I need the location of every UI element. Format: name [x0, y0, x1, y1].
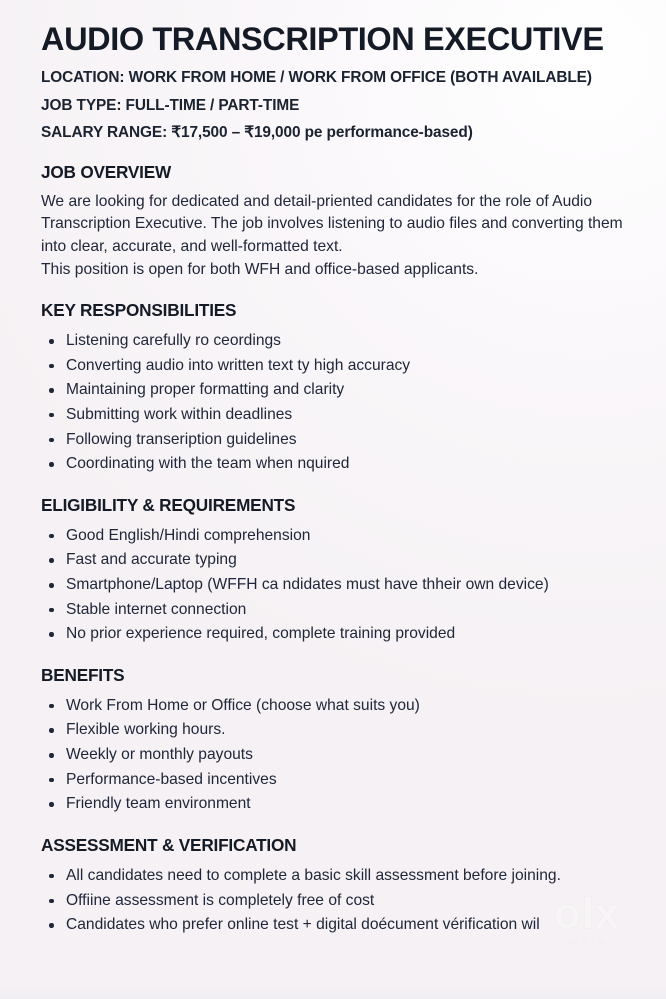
- section-heading-benefits: BENEFITS: [41, 664, 125, 685]
- list-item: Flexible working hours.: [41, 718, 636, 743]
- list-item: Smartphone/Laptop (WFFH ca ndidates must have thheir own device): [41, 573, 636, 598]
- meta-location-value: WORK FROM HOME / WORK FROM OFFICE (BOTH AVAILABLE): [128, 69, 592, 87]
- meta-salary-range-label: SALARY RANGE:: [41, 124, 168, 142]
- section-heading-assessment-verification: ASSESSMENT & VERIFICATION: [41, 834, 297, 855]
- assessment-verification-list: [41, 864, 636, 938]
- meta-job-type: [41, 96, 636, 116]
- list-item: Coordinating with the team when nquired: [41, 452, 636, 477]
- list-item: No prior experience required, complete training provided: [41, 622, 636, 647]
- list-item: Stable internet connection: [41, 598, 636, 623]
- list-item: Fast and accurate typing: [41, 548, 636, 573]
- list-item: Friendly team environment: [41, 792, 636, 817]
- benefits-list: [41, 694, 636, 817]
- list-item: Candidates who prefer online test + digital doécument vérification wil: [41, 913, 636, 938]
- list-item: Following transeription guidelines: [41, 428, 636, 453]
- page-title: AUDIO TRANSCRIPTION EXECUTIVE: [41, 21, 604, 57]
- meta-location-label: LOCATION:: [41, 69, 125, 87]
- meta-salary-range: [41, 123, 636, 143]
- list-item: Converting audio into written text ty high accuracy: [41, 354, 636, 379]
- list-item: Listening carefully ro ceordings: [41, 329, 636, 354]
- list-item: Maintaining proper formatting and clarity: [41, 378, 636, 403]
- section-heading-key-responsibilities: KEY RESPONSIBILITIES: [41, 300, 237, 321]
- section-heading-job-overview: JOB OVERVIEW: [41, 161, 172, 182]
- list-item: Offiine assessment is completely free of cost: [41, 889, 636, 914]
- list-item: Good English/Hindi comprehension: [41, 524, 636, 549]
- eligibility-requirements-list: [41, 524, 636, 647]
- key-responsibilities-list: [41, 329, 636, 477]
- watermark-subtext: INDIA: [566, 938, 608, 947]
- meta-salary-range-value: ₹17,500 – ₹19,000 pe performance-based): [171, 124, 473, 142]
- meta-job-type-label: JOB TYPE:: [41, 96, 122, 114]
- section-heading-eligibility-requirements: ELIGIBILITY & REQUIREMENTS: [41, 494, 296, 515]
- job-overview-paragraph-1: We are looking for dedicated and detail-priented candidates for the role of Audio Transcription Executive. The job involves listening to audio files and converting them into clear, accurate, and well-formatted text.: [41, 192, 623, 256]
- job-overview-paragraph-2: This position is open for both WFH and office-based applicants.: [41, 261, 479, 279]
- meta-job-type-value: FULL-TIME / PART-TIME: [125, 96, 300, 114]
- list-item: Performance-based incentives: [41, 768, 636, 793]
- list-item: All candidates need to complete a basic skill assessment before joining.: [41, 864, 636, 889]
- meta-location: [41, 68, 636, 88]
- list-item: Submitting work within deadlines: [41, 403, 636, 428]
- bottom-fade: [0, 985, 666, 999]
- list-item: Weekly or monthly payouts: [41, 743, 636, 768]
- watermark-text: olx: [553, 889, 621, 938]
- list-item: Work From Home or Office (choose what suits you): [41, 694, 636, 719]
